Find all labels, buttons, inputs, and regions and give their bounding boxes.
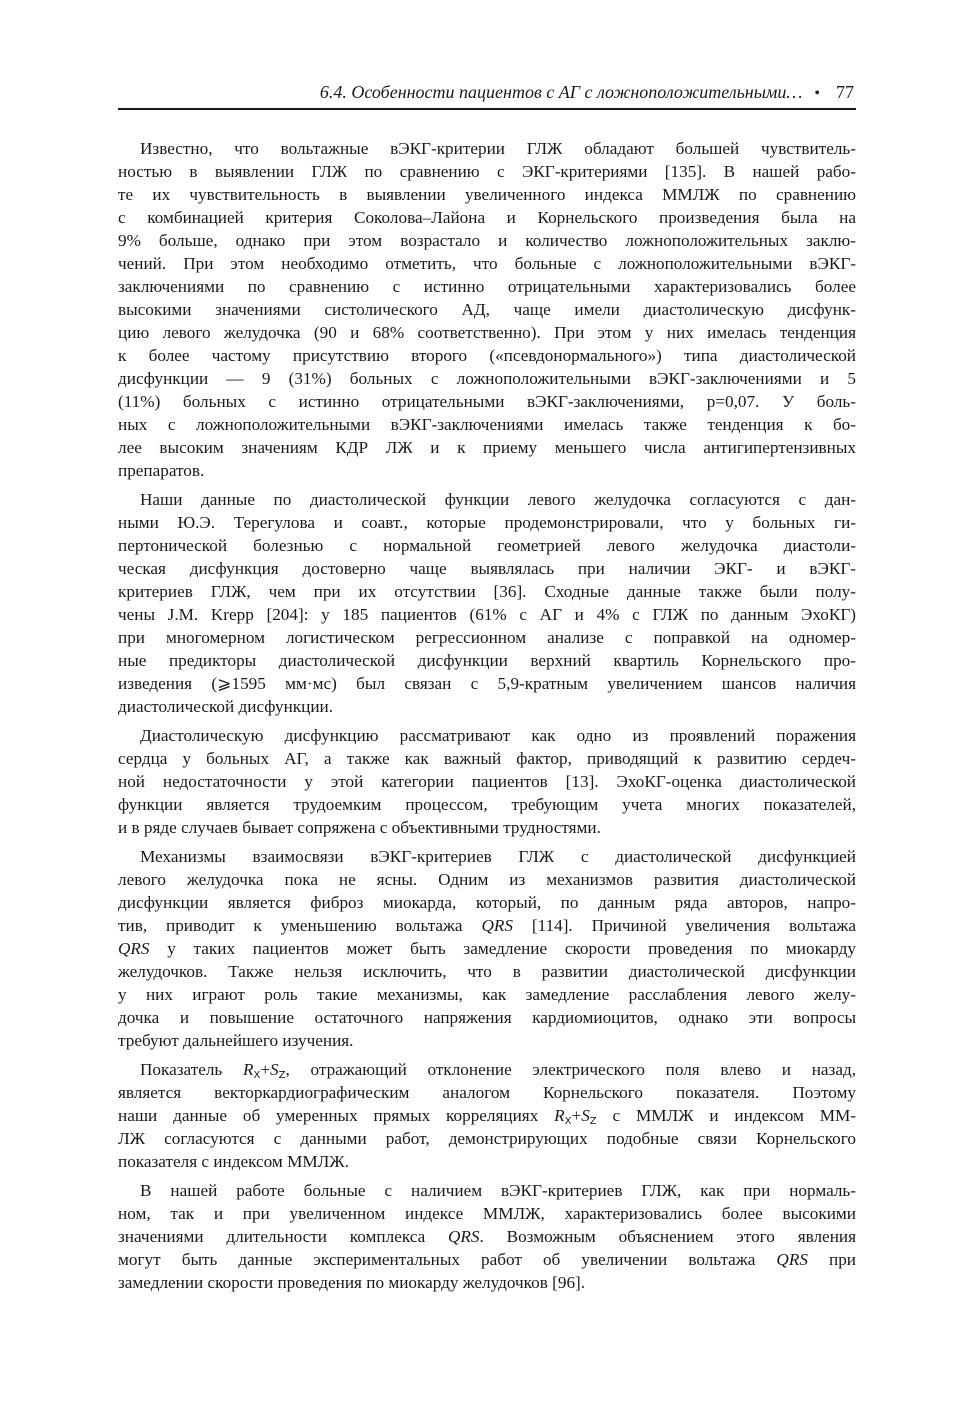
text-line: диастолической дисфункции.: [118, 697, 334, 716]
text-line: заключениями по сравнению с истинно отрицательными характеризовались более: [118, 277, 856, 296]
paragraph: [118, 488, 856, 718]
text-line: 9% больше, однако при этом возрастало и количество ложноположительных заклю-: [118, 231, 856, 250]
running-header: [118, 82, 856, 106]
math-subscript: Z: [589, 1116, 597, 1127]
text-line: [118, 1058, 856, 1081]
page-number: 77: [836, 82, 854, 102]
math-symbol: QRS: [448, 1227, 480, 1246]
text-line: те их чувствительность в выявлении увеличенного индекса ММЛЖ по сравнению: [118, 185, 856, 204]
text-line: ческая дисфункция достоверно чаще выявлялась при наличии ЭКГ- и вЭКГ-: [118, 559, 856, 578]
text-line: ной недостаточности у этой категории пациентов [13]. ЭхоКГ-оценка диастолической: [118, 772, 856, 791]
text-line: при многомерном логистическом регрессионном анализе с поправкой на одномер-: [118, 628, 856, 647]
text-line: Механизмы взаимосвязи вЭКГ-критериев ГЛЖ с диастолической дисфункцией: [140, 847, 856, 866]
text-segment: , отражающий отклонение электрического поля влево и назад,: [285, 1060, 856, 1079]
text-line: ные предикторы диастолической дисфункции верхний квартиль Корнельского про-: [118, 651, 856, 670]
text-line: желудочков. Также нельзя исключить, что в развитии диастолической дисфункции: [118, 962, 856, 981]
text-line: [118, 1104, 856, 1127]
text-segment: . Возможным объяснением этого явления: [479, 1227, 856, 1246]
text-segment: +: [260, 1060, 271, 1079]
paragraph: [118, 724, 856, 839]
text-line: чений. При этом необходимо отметить, что больные с ложноположительными вЭКГ-: [118, 254, 856, 273]
text-segment: у таких пациентов может быть замедление скорости проведения по миокарду: [149, 939, 856, 958]
text-line: к более частому присутствию второго («псевдонормального») типа диастолической: [118, 346, 856, 365]
text-line: Известно, что вольтажные вЭКГ-критерии ГЛЖ обладают большей чувствитель-: [140, 139, 856, 158]
text-line: левого желудочка пока не ясны. Одним из механизмов развития диастолической: [118, 870, 856, 889]
page-body: [118, 137, 856, 1300]
text-line: замедлении скорости проведения по миокарду желудочков [96].: [118, 1273, 586, 1292]
text-segment: +: [571, 1106, 582, 1125]
math-symbol: R: [554, 1106, 565, 1125]
text-line: [118, 1225, 856, 1248]
paragraph: [118, 137, 856, 482]
math-symbol: S: [581, 1106, 590, 1125]
text-segment: тив, приводит к уменьшению вольтажа: [118, 916, 482, 935]
math-symbol: R: [242, 1060, 254, 1079]
text-segment: значениями длительности комплекса: [118, 1227, 449, 1246]
text-line: дисфункции — 9 (31%) больных с ложноположительными вЭКГ-заключениями и 5: [118, 369, 856, 388]
text-line: дочка и повышение остаточного напряжения кардиомиоцитов, однако эти вопросы: [118, 1008, 856, 1027]
text-line: цию левого желудочка (90 и 68% соответственно). При этом у них имелась тенденция: [118, 323, 856, 342]
bullet-separator: •: [814, 85, 820, 102]
text-line: ных с ложноположительными вЭКГ-заключениями имелась также тенденция к бо-: [118, 415, 856, 434]
text-line: лее высоким значениям КДР ЛЖ и к приему меньшего числа антигипертензивных: [118, 438, 856, 457]
text-line: является векторкардиографическим аналогом Корнельского показателя. Поэтому: [118, 1083, 856, 1102]
math-symbol: QRS: [481, 916, 513, 935]
text-segment: с ММЛЖ и индексом ММ-: [596, 1106, 857, 1125]
math-symbol: QRS: [776, 1250, 808, 1269]
text-line: ЛЖ согласуются с данными работ, демонстрирующих подобные связи Корнельского: [118, 1129, 856, 1148]
paragraph: [118, 845, 856, 1052]
text-line: требуют дальнейшего изучения.: [118, 1031, 354, 1050]
math-subscript: X: [564, 1116, 572, 1127]
text-line: пертонической болезнью с нормальной геометрией левого желудочка диастоли-: [118, 536, 856, 555]
text-segment: Показатель: [140, 1060, 243, 1079]
math-symbol: S: [270, 1060, 279, 1079]
text-line: В нашей работе больные с наличием вЭКГ-критериев ГЛЖ, как при нормаль-: [140, 1181, 856, 1200]
math-symbol: QRS: [118, 939, 150, 958]
text-segment: могут быть данные экспериментальных работ об увеличении вольтажа: [118, 1250, 777, 1269]
text-line: (11%) больных с истинно отрицательными вЭКГ-заключениями, p=0,07. У боль-: [118, 392, 856, 411]
text-line: препаратов.: [118, 461, 205, 480]
text-line: Диастолическую дисфункцию рассматривают как одно из проявлений поражения: [140, 726, 856, 745]
text-line: изведения (⩾1595 мм·мс) был связан с 5,9-кратным увеличением шансов наличия: [118, 674, 856, 693]
text-segment: [114]. Причиной увеличения вольтажа: [512, 916, 856, 935]
text-line: чены J.M. Krepp [204]: у 185 пациентов (61% с АГ и 4% с ГЛЖ по данным ЭхоКГ): [118, 605, 856, 624]
text-line: критериев ГЛЖ, чем при их отсутствии [36]. Сходные данные также были полу-: [118, 582, 856, 601]
text-line: высокими значениями систолического АД, чаще имели диастолическую дисфунк-: [118, 300, 856, 319]
text-line: функции является трудоемким процессом, требующим учета многих показателей,: [118, 795, 856, 814]
text-segment: наши данные об умеренных прямых корреляциях: [118, 1106, 555, 1125]
text-line: сердца у больных АГ, а также как важный фактор, приводящий к развитию сердеч-: [118, 749, 856, 768]
math-subscript: X: [253, 1070, 261, 1081]
text-line: Наши данные по диастолической функции левого желудочка согласуются с дан-: [140, 490, 856, 509]
text-line: ностью в выявлении ГЛЖ по сравнению с ЭКГ-критериями [135]. В нашей рабо-: [118, 162, 856, 181]
text-line: у них играют роль такие механизмы, как замедление расслабления левого желу-: [118, 985, 856, 1004]
paragraph: [118, 1058, 856, 1173]
paragraph: [118, 1179, 856, 1294]
text-line: ном, так и при увеличенном индексе ММЛЖ, характеризовались более высокими: [118, 1204, 856, 1223]
text-line: с комбинацией критерия Соколова–Лайона и Корнельского произведения была на: [118, 208, 856, 227]
text-line: [118, 1248, 856, 1271]
text-segment: при: [807, 1250, 856, 1269]
text-line: показателя с индексом ММЛЖ.: [118, 1152, 350, 1171]
math-subscript: Z: [278, 1070, 286, 1081]
text-line: и в ряде случаев бывает сопряжена с объективными трудностями.: [118, 818, 601, 837]
text-line: дисфункции является фиброз миокарда, который, по данным ряда авторов, напро-: [118, 893, 856, 912]
text-line: [118, 914, 856, 937]
running-title: 6.4. Особенности пациентов с АГ с ложноположительными…: [319, 82, 803, 102]
text-line: ными Ю.Э. Терегулова и соавт., которые продемонстрировали, что у больных ги-: [118, 513, 856, 532]
header-rule: [118, 108, 856, 110]
text-line: [118, 937, 856, 960]
